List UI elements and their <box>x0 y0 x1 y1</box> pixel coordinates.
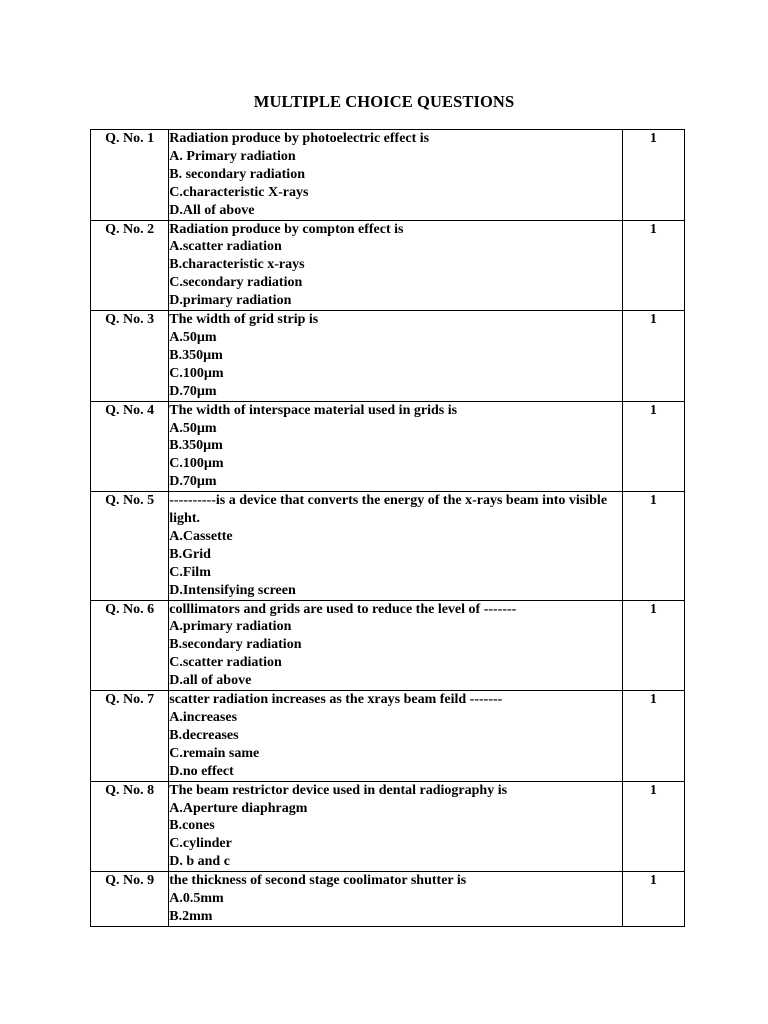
answer-option: B.Grid <box>169 546 211 562</box>
question-body <box>169 130 623 221</box>
answer-option: C.secondary radiation <box>169 275 303 291</box>
question-stem: The beam restrictor device used in dental radiography is <box>169 782 508 798</box>
question-body <box>169 872 623 927</box>
question-stem: ----------is a device that converts the energy of the x-rays beam into visible light. <box>169 493 611 527</box>
answer-option: D.All of above <box>169 202 255 218</box>
question-marks: 1 <box>622 401 684 492</box>
answer-option: B.350µm <box>169 438 223 454</box>
answer-option: B.350µm <box>169 347 223 363</box>
question-stem: colllimators and grids are used to reduce the level of ------- <box>169 601 517 617</box>
answer-option: A.50µm <box>169 420 217 436</box>
question-number: Q. No. 4 <box>91 401 169 492</box>
question-number: Q. No. 5 <box>91 492 169 600</box>
question-row <box>91 401 685 492</box>
question-marks: 1 <box>622 600 684 691</box>
question-number: Q. No. 2 <box>91 220 169 311</box>
answer-option: B.cones <box>169 818 215 834</box>
answer-option: A.scatter radiation <box>169 239 282 255</box>
question-stem: The width of interspace material used in grids is <box>169 402 458 418</box>
answer-option: C.scatter radiation <box>169 655 282 671</box>
question-number: Q. No. 1 <box>91 130 169 221</box>
answer-option: B.2mm <box>169 908 213 924</box>
answer-option: D. b and c <box>169 854 230 870</box>
answer-option: D.no effect <box>169 763 234 779</box>
answer-option: D.70µm <box>169 383 217 399</box>
question-row <box>91 781 685 872</box>
answer-option: A. Primary radiation <box>169 148 296 164</box>
answer-option: D.70µm <box>169 474 217 490</box>
answer-option: D.Intensifying screen <box>169 582 296 598</box>
question-row <box>91 691 685 782</box>
answer-option: C.cylinder <box>169 836 232 852</box>
question-number: Q. No. 7 <box>91 691 169 782</box>
answer-option: C.Film <box>169 564 211 580</box>
question-row <box>91 311 685 402</box>
question-marks: 1 <box>622 130 684 221</box>
question-row <box>91 600 685 691</box>
questions-table-body <box>91 130 685 927</box>
answer-option: C.remain same <box>169 745 260 761</box>
answer-option: B.characteristic x-rays <box>169 257 305 273</box>
question-body <box>169 781 623 872</box>
answer-option: B.decreases <box>169 727 239 743</box>
question-body <box>169 220 623 311</box>
question-row <box>91 130 685 221</box>
question-marks: 1 <box>622 691 684 782</box>
answer-option: B.secondary radiation <box>169 637 302 653</box>
question-number: Q. No. 8 <box>91 781 169 872</box>
answer-option: A.increases <box>169 710 238 725</box>
question-body <box>169 691 623 782</box>
page-title: MULTIPLE CHOICE QUESTIONS <box>253 92 515 111</box>
question-marks: 1 <box>622 492 684 600</box>
question-row <box>91 220 685 311</box>
question-marks: 1 <box>622 220 684 311</box>
question-row <box>91 492 685 600</box>
answer-option: B. secondary radiation <box>169 166 305 182</box>
question-stem: scatter radiation increases as the xrays beam feild ------- <box>169 692 503 708</box>
question-stem: The width of grid strip is <box>169 312 319 328</box>
question-marks: 1 <box>622 311 684 402</box>
answer-option: C.characteristic X-rays <box>169 184 309 200</box>
answer-option: A.50µm <box>169 329 217 345</box>
question-number: Q. No. 9 <box>91 872 169 927</box>
question-number: Q. No. 6 <box>91 600 169 691</box>
answer-option: C.100µm <box>169 365 224 381</box>
answer-option: C.100µm <box>169 456 224 472</box>
question-body <box>169 311 623 402</box>
question-marks: 1 <box>622 872 684 927</box>
answer-option: D.primary radiation <box>169 293 292 309</box>
question-stem: Radiation produce by compton effect is <box>169 221 404 237</box>
question-stem: the thickness of second stage coolimator shutter is <box>169 873 467 889</box>
questions-table <box>90 129 685 927</box>
answer-option: A.primary radiation <box>169 619 292 635</box>
question-marks: 1 <box>622 781 684 872</box>
question-stem: Radiation produce by photoelectric effect is <box>169 131 430 146</box>
question-body <box>169 600 623 691</box>
answer-option: A.0.5mm <box>169 891 224 907</box>
answer-option: A.Aperture diaphragm <box>169 800 308 816</box>
question-number: Q. No. 3 <box>91 311 169 402</box>
question-body <box>169 401 623 492</box>
question-row <box>91 872 685 927</box>
question-body <box>169 492 623 600</box>
answer-option: A.Cassette <box>169 528 233 544</box>
answer-option: D.all of above <box>169 673 252 689</box>
